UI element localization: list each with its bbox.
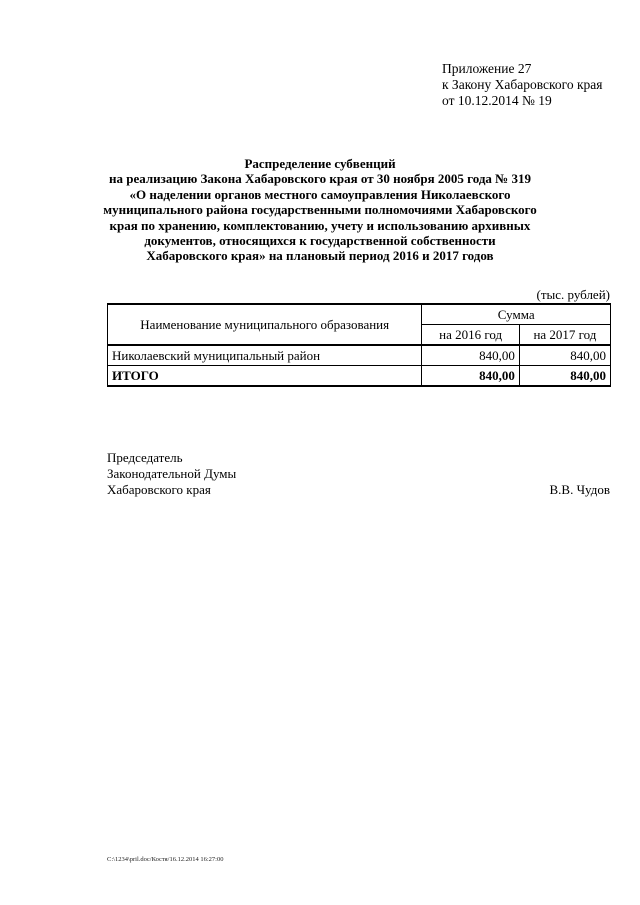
table-total-row bbox=[108, 366, 611, 387]
title-line: документов, относящихся к государственной собственности bbox=[144, 233, 496, 249]
signatory-position bbox=[107, 450, 236, 498]
title-line: на реализацию Закона Хабаровского края от 30 ноября 2005 года № 319 bbox=[109, 171, 531, 187]
row-value-2017: 840,00 bbox=[519, 345, 610, 366]
table-row bbox=[108, 345, 611, 366]
appendix-law: к Закону Хабаровского края bbox=[442, 77, 603, 92]
title-line: муниципального района государственными полномочиями Хабаровского bbox=[103, 202, 537, 218]
header-sum: Сумма bbox=[422, 304, 611, 325]
header-municipality: Наименование муниципального образования bbox=[108, 304, 422, 345]
row-value-2016: 840,00 bbox=[422, 345, 519, 366]
title-line: Распределение субвенций bbox=[244, 156, 396, 171]
appendix-reference bbox=[442, 61, 603, 109]
total-value-2016: 840,00 bbox=[422, 366, 519, 387]
total-label: ИТОГО bbox=[108, 366, 422, 387]
appendix-number: Приложение 27 bbox=[442, 61, 532, 76]
appendix-date: от 10.12.2014 № 19 bbox=[442, 93, 552, 108]
title-line: «О наделении органов местного самоуправления Николаевского bbox=[129, 186, 511, 202]
table-header-row bbox=[108, 304, 611, 325]
header-year-2017: на 2017 год bbox=[519, 325, 610, 346]
row-municipality-name: Николаевский муниципальный район bbox=[108, 345, 422, 366]
signatory-body: Законодательной Думы bbox=[107, 466, 237, 481]
title-line: края по хранению, комплектованию, учету и использованию архивных bbox=[109, 217, 531, 233]
signatory-region: Хабаровского края bbox=[107, 482, 211, 497]
total-value-2017: 840,00 bbox=[519, 366, 610, 387]
units-label: (тыс. рублей) bbox=[536, 287, 610, 302]
title-line: Хабаровского края» на плановый период 2016 и 2017 годов bbox=[146, 248, 494, 264]
signatory-title: Председатель bbox=[107, 450, 183, 465]
subvention-table bbox=[107, 303, 611, 387]
footer-file-path: C:\1234\pril.doc/Костя/16.12.2014 16:27:00 bbox=[107, 856, 224, 863]
signatory-name: В.В. Чудов bbox=[549, 482, 610, 497]
document-title bbox=[92, 156, 548, 264]
header-year-2016: на 2016 год bbox=[422, 325, 519, 346]
